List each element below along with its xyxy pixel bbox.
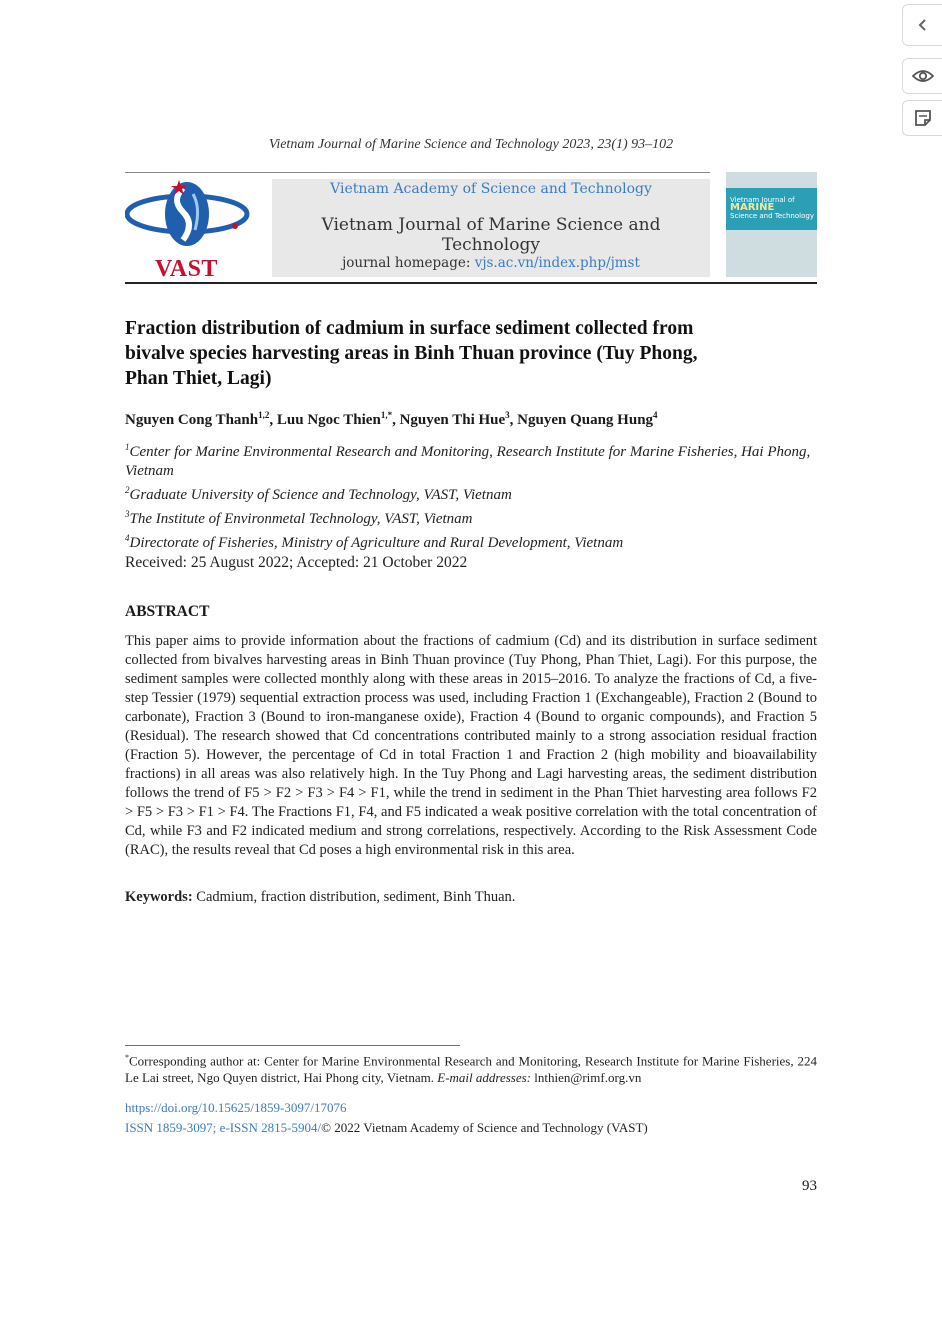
vast-logo — [125, 178, 255, 282]
cover-title-sub: Science and Technology — [730, 212, 814, 220]
author-separator: , — [509, 412, 518, 428]
journal-cover-thumbnail — [726, 172, 817, 277]
author-affil-sup: 1,* — [380, 410, 393, 420]
doi-link[interactable]: https://doi.org/10.15625/1859-3097/17076 — [125, 1100, 347, 1115]
article-title: Fraction distribution of cadmium in surface sediment collected from bivalve species harvesting areas in Binh Thuan province (Tuy Phong, Phan Thiet, Lagi) — [125, 318, 698, 389]
masthead-box — [272, 179, 710, 277]
journal-name: Vietnam Journal of Marine Science and Technology — [321, 215, 661, 255]
homepage-link[interactable]: vjs.ac.vn/index.php/jmst — [474, 255, 640, 271]
homepage-label: journal homepage: — [342, 255, 475, 271]
page-number: 93 — [802, 1178, 817, 1194]
keywords-label: Keywords: — [125, 889, 193, 905]
keywords-text: Cadmium, fraction distribution, sediment, Binh Thuan. — [192, 889, 516, 905]
affiliation-item — [125, 505, 817, 529]
corresponding-author-footnote — [125, 1049, 817, 1086]
masthead-bottom-rule — [125, 282, 817, 284]
issn-numbers: ISSN 1859-3097; e-ISSN 2815-5904/ — [125, 1120, 322, 1135]
affiliation-sup: 4 — [125, 533, 130, 543]
author-name: Luu Ngoc Thien — [276, 412, 381, 428]
chevron-left-icon — [916, 18, 930, 32]
affiliation-sup: 2 — [125, 485, 130, 495]
affiliation-text: The Institute of Environmetal Technology, VAST, Vietnam — [129, 511, 473, 527]
author-affil-sup: 1,2 — [258, 410, 270, 420]
abstract-heading: ABSTRACT — [125, 603, 210, 620]
received-dates: Received: 25 August 2022; Accepted: 21 October 2022 — [125, 554, 468, 571]
author-name: Nguyen Quang Hung — [517, 412, 654, 428]
affiliation-sup: 1 — [125, 442, 130, 452]
eye-icon — [912, 68, 934, 84]
affiliation-item — [125, 529, 817, 553]
vast-logo-text: VAST — [155, 256, 218, 282]
cover-title — [730, 196, 814, 220]
academy-name: Vietnam Academy of Science and Technology — [330, 181, 652, 197]
affiliation-item — [125, 438, 817, 481]
author-list — [125, 410, 817, 429]
affiliation-text: Center for Marine Environmental Research and Monitoring, Research Institute for Marine Fisheries, Hai Phong, Vietnam — [125, 444, 811, 479]
footnote-text: Corresponding author at: Center for Marine Environmental Research and Monitoring, Research Institute for Marine Fisheries, 224 Le Lai street, Ngo Quyen district, Hai Phong city, Vietnam. — [125, 1053, 817, 1086]
journal-masthead — [125, 172, 817, 284]
affiliation-list — [125, 438, 817, 553]
abstract-body: This paper aims to provide information about the fractions of cadmium (Cd) and its distribution in surface sediment collected from bivalves harvesting areas in Binh Thuan province (Tuy Phong, Phan Thiet, Lagi). For this purpose, the sediment samples were collected monthly along with these areas in 2015–2016. To analyze the fractions of Cd, a five-step Tessier (1979) sequential extraction process was used, including Fraction 1 (Exchangeable), Fraction 2 (Bound to carbonate), Fraction 3 (Bound to iron-manganese oxide), Fraction 4 (Bound to organic compounds), and Fraction 5 (Residual). The research showed that Cd concentrations contributed mainly to a strong association residual fraction (Fraction 5). However, the percentage of Cd in total Fraction 1 and Fraction 2 (high mobility and bioavailability fractions) in all areas was also relatively high. In the Tuy Phong and Lagi harvesting areas, the sediment distribution follows the trend of F5 > F2 > F3 > F4 > F1, while the trend in sediment in the Phan Thiet harvesting area follows F2 > F5 > F3 > F1 > F4. The Fractions F1, F4, and F5 indicated a weak positive correlation with the total concentration of Cd, while F3 and F2 indicated medium and strong correlations, respectively. According to the Risk Assessment Code (RAC), the results reveal that Cd poses a high environmental risk in this area. — [125, 633, 817, 858]
copyright-text: © 2022 Vietnam Academy of Science and Technology (VAST) — [321, 1120, 648, 1135]
collapse-panel-button[interactable] — [902, 4, 942, 46]
sticky-note-icon — [913, 108, 933, 128]
note-button[interactable] — [902, 100, 942, 136]
cover-title-big: MARINE — [730, 202, 775, 213]
view-button[interactable] — [902, 58, 942, 94]
cover-title-small: Vietnam Journal of — [730, 196, 795, 204]
keywords — [125, 889, 817, 906]
affiliation-text: Directorate of Fisheries, Ministry of Agriculture and Rural Development, Vietnam — [129, 535, 624, 551]
author-name: Nguyen Thi Hue — [399, 412, 506, 428]
author-name: Nguyen Cong Thanh — [125, 412, 259, 428]
author-separator: , — [269, 412, 277, 428]
vast-emblem-icon — [125, 178, 255, 258]
author-separator: , — [392, 412, 400, 428]
footnote-sup: * — [125, 1053, 129, 1062]
affiliation-sup: 3 — [125, 509, 130, 519]
issn-line — [125, 1120, 648, 1136]
journal-homepage — [272, 255, 710, 271]
email-address: lnthien@rimf.org.vn — [531, 1070, 642, 1086]
author-affil-sup: 3 — [505, 410, 510, 420]
email-label: E-mail addresses: — [437, 1070, 532, 1086]
author-affil-sup: 4 — [653, 410, 658, 420]
running-head: Vietnam Journal of Marine Science and Technology 2023, 23(1) 93–102 — [268, 137, 674, 152]
masthead-top-rule — [125, 172, 710, 173]
affiliation-item — [125, 481, 817, 505]
footnote-rule — [125, 1045, 460, 1046]
affiliation-text: Graduate University of Science and Technology, VAST, Vietnam — [129, 487, 512, 503]
